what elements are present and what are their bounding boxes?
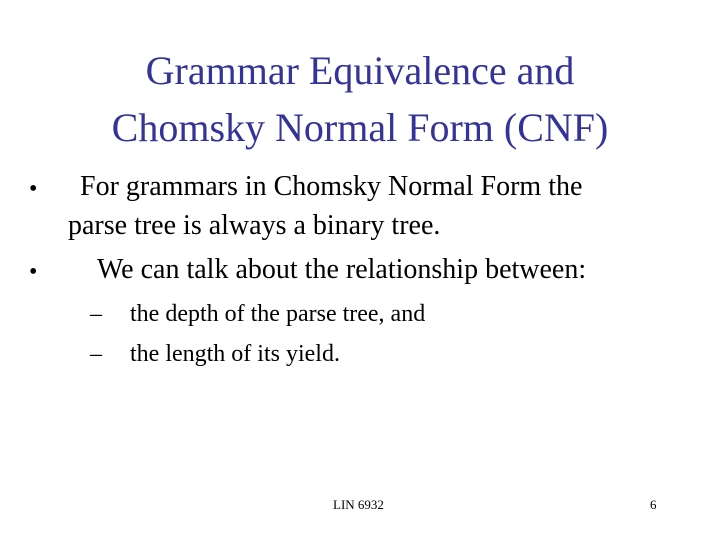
footer-page-number: 6 <box>650 497 657 512</box>
title-line-1: Grammar Equivalence and <box>145 48 575 93</box>
footer-course: LIN 6932 <box>333 497 384 512</box>
title-line-2: Chomsky Normal Form (CNF) <box>111 105 609 150</box>
slide-title <box>40 42 680 156</box>
sub-bullet-marker-1: – <box>90 301 102 327</box>
sub-bullet-1: the depth of the parse tree, and <box>130 301 426 327</box>
bullet-marker-2: • <box>29 259 38 285</box>
bullet-marker-1: • <box>29 176 38 202</box>
bullet-1-line-1: For grammars in Chomsky Normal Form the <box>80 171 583 202</box>
sub-bullet-2: the length of its yield. <box>130 341 340 367</box>
bullet-2-line-1: We can talk about the relationship between: <box>97 254 587 285</box>
bullet-1-line-2: parse tree is always a binary tree. <box>68 210 441 241</box>
sub-bullet-marker-2: – <box>90 341 102 367</box>
